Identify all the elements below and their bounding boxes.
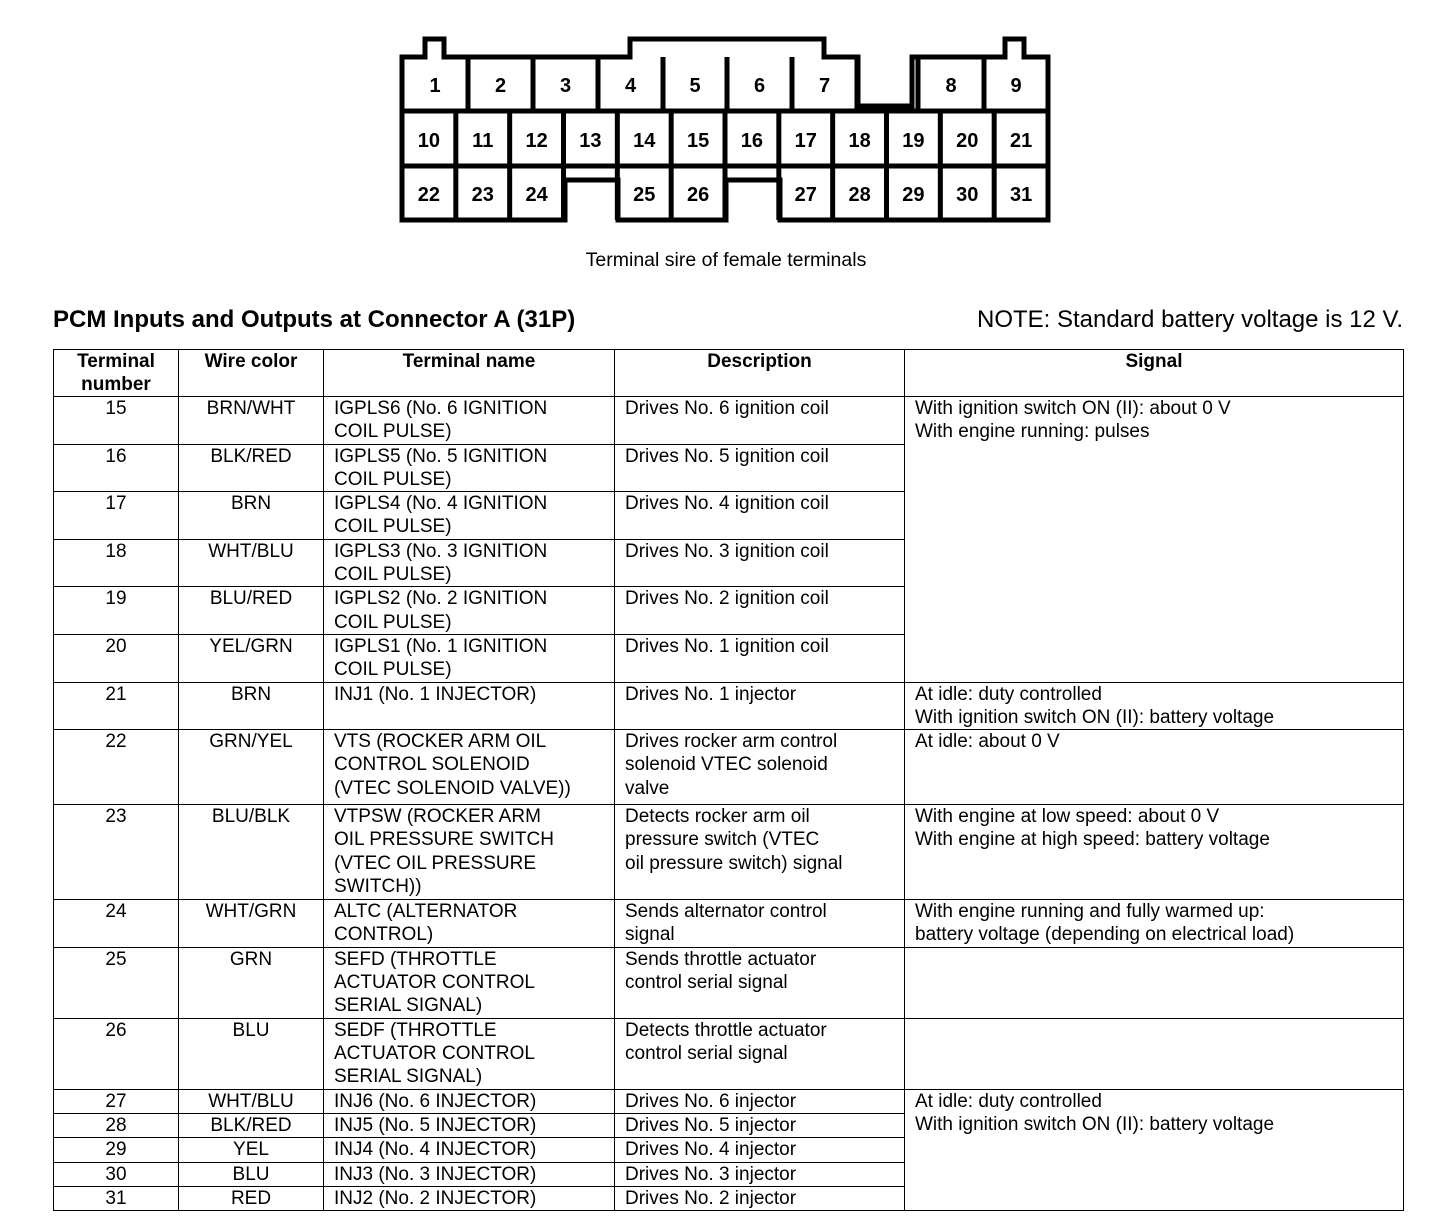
pin-number: 9 bbox=[1010, 75, 1022, 97]
description: Drives No. 3 injector bbox=[615, 1162, 905, 1186]
wire-color: BLK/RED bbox=[179, 444, 324, 492]
pin-number: 26 bbox=[686, 184, 710, 206]
table-row bbox=[54, 1089, 1404, 1113]
table-row bbox=[54, 730, 1404, 805]
description: Drives No. 4 injector bbox=[615, 1138, 905, 1162]
pin-number: 19 bbox=[902, 130, 925, 152]
terminal-number: 25 bbox=[54, 947, 179, 1018]
wire-color: YEL bbox=[179, 1138, 324, 1162]
terminal-name: IGPLS2 (No. 2 IGNITION COIL PULSE) bbox=[324, 587, 615, 635]
terminal-number: 27 bbox=[54, 1089, 179, 1113]
pin-number: 3 bbox=[559, 75, 572, 97]
table-row bbox=[54, 682, 1404, 730]
header-wire-color: Wire color bbox=[179, 350, 324, 397]
connector-diagram bbox=[0, 0, 1456, 240]
terminal-number: 20 bbox=[54, 634, 179, 682]
wire-color: BLU bbox=[179, 1162, 324, 1186]
pin-number: 17 bbox=[794, 130, 817, 152]
table-row bbox=[54, 397, 1404, 445]
pcm-io-table bbox=[53, 349, 1404, 1211]
terminal-number: 28 bbox=[54, 1114, 179, 1138]
pin-number: 29 bbox=[902, 184, 925, 206]
wire-color: WHT/BLU bbox=[179, 1089, 324, 1113]
wire-color: BLU bbox=[179, 1018, 324, 1089]
terminal-name: INJ2 (No. 2 INJECTOR) bbox=[324, 1186, 615, 1210]
description: Drives No. 2 injector bbox=[615, 1186, 905, 1210]
wire-color: BRN bbox=[179, 682, 324, 730]
page-title: PCM Inputs and Outputs at Connector A (31P) bbox=[53, 306, 576, 333]
wire-color: WHT/GRN bbox=[179, 900, 324, 948]
description: Drives No. 6 injector bbox=[615, 1089, 905, 1113]
terminal-name: VTPSW (ROCKER ARM OIL PRESSURE SWITCH (VTEC OIL PRESSURE SWITCH)) bbox=[324, 805, 615, 900]
pin-number: 7 bbox=[818, 75, 831, 97]
terminal-number: 24 bbox=[54, 900, 179, 948]
pin-number: 6 bbox=[753, 75, 766, 97]
pin-number: 23 bbox=[471, 184, 494, 206]
signal bbox=[905, 1018, 1404, 1089]
table-row bbox=[54, 1018, 1404, 1089]
wire-color: BRN bbox=[179, 492, 324, 540]
description: Sends throttle actuator control serial signal bbox=[615, 947, 905, 1018]
pin-number: 1 bbox=[429, 75, 441, 97]
pin-number: 13 bbox=[579, 130, 602, 152]
wire-color: WHT/BLU bbox=[179, 539, 324, 587]
terminal-number: 30 bbox=[54, 1162, 179, 1186]
terminal-number: 15 bbox=[54, 397, 179, 445]
terminal-name: IGPLS5 (No. 5 IGNITION COIL PULSE) bbox=[324, 444, 615, 492]
terminal-number: 31 bbox=[54, 1186, 179, 1210]
pin-number: 21 bbox=[1009, 130, 1033, 152]
header-signal: Signal bbox=[905, 350, 1404, 397]
description: Drives No. 3 ignition coil bbox=[615, 539, 905, 587]
terminal-number: 23 bbox=[54, 805, 179, 900]
table-row bbox=[54, 947, 1404, 1018]
connector-caption: Terminal sire of female terminals bbox=[585, 249, 867, 271]
signal: At idle: duty controlled With ignition switch ON (II): battery voltage bbox=[905, 682, 1404, 730]
signal: With ignition switch ON (II): about 0 V With engine running: pulses bbox=[905, 397, 1404, 683]
terminal-number: 29 bbox=[54, 1138, 179, 1162]
header-terminal-name: Terminal name bbox=[324, 350, 615, 397]
description: Drives No. 1 ignition coil bbox=[615, 634, 905, 682]
description: Drives No. 1 injector bbox=[615, 682, 905, 730]
signal bbox=[905, 947, 1404, 1018]
pin-number: 18 bbox=[848, 130, 871, 152]
description: Detects throttle actuator control serial signal bbox=[615, 1018, 905, 1089]
pin-number: 20 bbox=[956, 130, 979, 152]
pin-number: 15 bbox=[686, 130, 710, 152]
terminal-number: 16 bbox=[54, 444, 179, 492]
terminal-number: 22 bbox=[54, 730, 179, 805]
wire-color: GRN/YEL bbox=[179, 730, 324, 805]
voltage-note: NOTE: Standard battery voltage is 12 V. bbox=[976, 306, 1403, 333]
table-row bbox=[54, 900, 1404, 948]
terminal-name: INJ6 (No. 6 INJECTOR) bbox=[324, 1089, 615, 1113]
description: Drives No. 2 ignition coil bbox=[615, 587, 905, 635]
terminal-name: INJ4 (No. 4 INJECTOR) bbox=[324, 1138, 615, 1162]
description: Drives No. 4 ignition coil bbox=[615, 492, 905, 540]
header-description: Description bbox=[615, 350, 905, 397]
wire-color: BLU/RED bbox=[179, 587, 324, 635]
pin-number: 2 bbox=[494, 75, 507, 97]
wire-color: BLU/BLK bbox=[179, 805, 324, 900]
terminal-name: SEDF (THROTTLE ACTUATOR CONTROL SERIAL SIGNAL) bbox=[324, 1018, 615, 1089]
pin-number: 30 bbox=[956, 184, 979, 206]
description: Drives rocker arm control solenoid VTEC solenoid valve bbox=[615, 730, 905, 805]
pin-number: 11 bbox=[472, 130, 494, 152]
signal: With engine running and fully warmed up: battery voltage (depending on electrical load) bbox=[905, 900, 1404, 948]
terminal-name: IGPLS4 (No. 4 IGNITION COIL PULSE) bbox=[324, 492, 615, 540]
terminal-number: 21 bbox=[54, 682, 179, 730]
pin-number: 8 bbox=[945, 75, 957, 97]
terminal-name: SEFD (THROTTLE ACTUATOR CONTROL SERIAL SIGNAL) bbox=[324, 947, 615, 1018]
terminal-number: 18 bbox=[54, 539, 179, 587]
description: Drives No. 6 ignition coil bbox=[615, 397, 905, 445]
table-row bbox=[54, 805, 1404, 900]
pin-number: 12 bbox=[525, 130, 548, 152]
pin-number: 4 bbox=[624, 75, 637, 97]
terminal-name: VTS (ROCKER ARM OIL CONTROL SOLENOID (VTEC SOLENOID VALVE)) bbox=[324, 730, 615, 805]
description: Sends alternator control signal bbox=[615, 900, 905, 948]
wire-color: GRN bbox=[179, 947, 324, 1018]
terminal-name: IGPLS3 (No. 3 IGNITION COIL PULSE) bbox=[324, 539, 615, 587]
pin-number: 5 bbox=[689, 75, 701, 97]
pin-number: 22 bbox=[417, 184, 441, 206]
pin-number: 25 bbox=[633, 184, 656, 206]
wire-color: BLK/RED bbox=[179, 1114, 324, 1138]
header-terminal-number: Terminal number bbox=[54, 350, 179, 397]
terminal-name: IGPLS1 (No. 1 IGNITION COIL PULSE) bbox=[324, 634, 615, 682]
pin-number: 28 bbox=[848, 184, 871, 206]
pin-number: 10 bbox=[417, 130, 441, 152]
terminal-name: ALTC (ALTERNATOR CONTROL) bbox=[324, 900, 615, 948]
pin-number: 24 bbox=[525, 184, 548, 206]
pin-number: 27 bbox=[794, 184, 817, 206]
wire-color: RED bbox=[179, 1186, 324, 1210]
wire-color: YEL/GRN bbox=[179, 634, 324, 682]
terminal-number: 19 bbox=[54, 587, 179, 635]
pin-number: 31 bbox=[1009, 184, 1033, 206]
description: Drives No. 5 injector bbox=[615, 1114, 905, 1138]
wire-color: BRN/WHT bbox=[179, 397, 324, 445]
terminal-name: INJ1 (No. 1 INJECTOR) bbox=[324, 682, 615, 730]
description: Detects rocker arm oil pressure switch (VTEC oil pressure switch) signal bbox=[615, 805, 905, 900]
description: Drives No. 5 ignition coil bbox=[615, 444, 905, 492]
pin-number: 14 bbox=[633, 130, 656, 152]
terminal-name: INJ5 (No. 5 INJECTOR) bbox=[324, 1114, 615, 1138]
signal: At idle: duty controlled With ignition switch ON (II): battery voltage bbox=[905, 1089, 1404, 1210]
signal: At idle: about 0 V bbox=[905, 730, 1404, 805]
terminal-name: IGPLS6 (No. 6 IGNITION COIL PULSE) bbox=[324, 397, 615, 445]
terminal-number: 17 bbox=[54, 492, 179, 540]
terminal-number: 26 bbox=[54, 1018, 179, 1089]
signal: With engine at low speed: about 0 V With engine at high speed: battery voltage bbox=[905, 805, 1404, 900]
pin-number: 16 bbox=[740, 130, 764, 152]
terminal-name: INJ3 (No. 3 INJECTOR) bbox=[324, 1162, 615, 1186]
